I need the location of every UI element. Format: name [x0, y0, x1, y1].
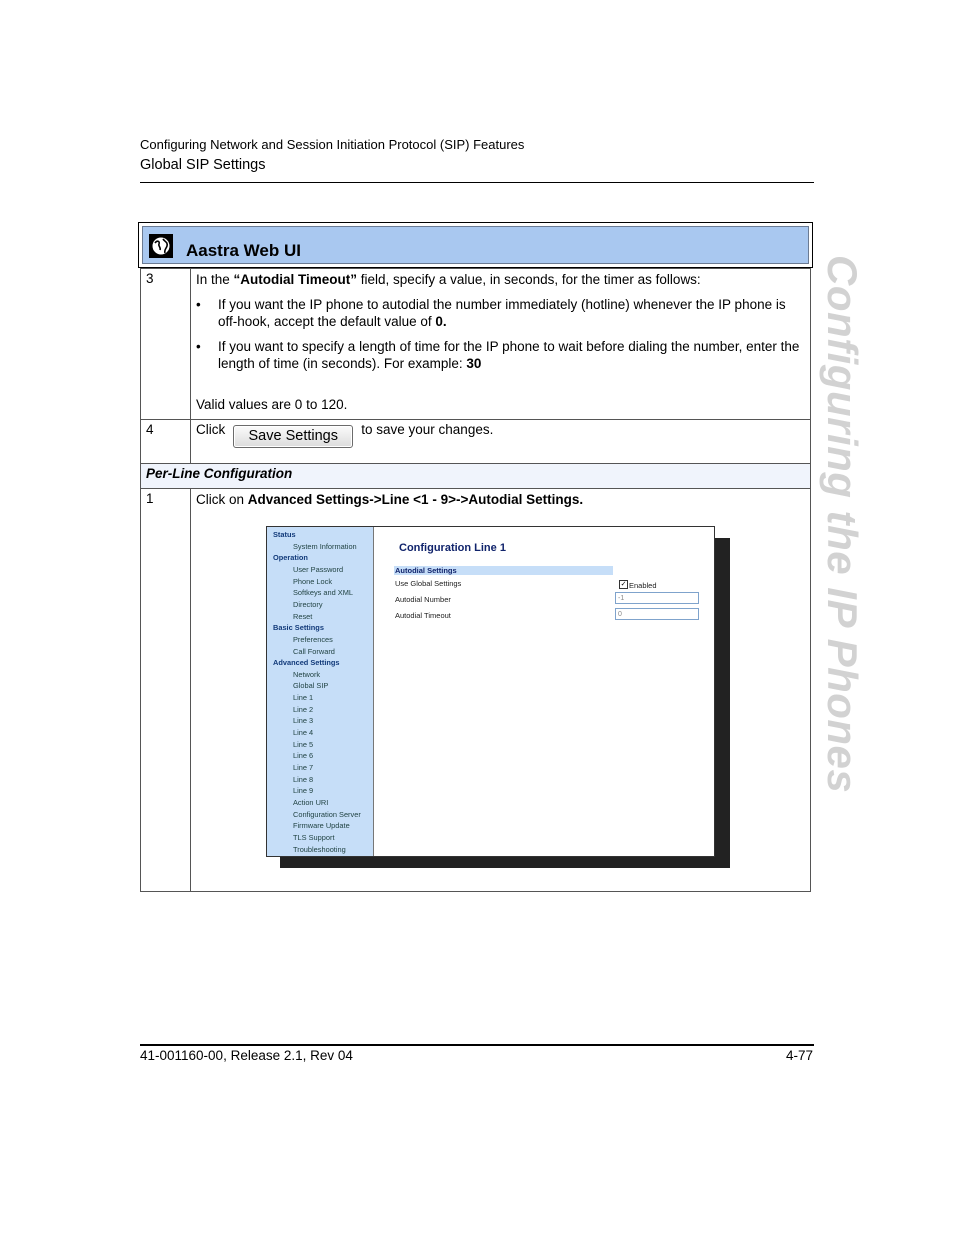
bullet-text: If you want to specify a length of time for the IP phone to wait before dialing the number, enter the length of time (in seconds). For example: [218, 339, 800, 371]
save-text: to save your changes. [361, 422, 494, 437]
globe-icon [149, 234, 173, 258]
valid-values-note: Valid values are 0 to 120. [196, 397, 348, 412]
nav-link[interactable]: Line 3 [293, 716, 314, 726]
bullet-value: 30 [466, 356, 482, 371]
table-row [141, 464, 811, 489]
running-header-section: Global SIP Settings [140, 157, 266, 173]
use-global-label: Use Global Settings [395, 579, 462, 588]
autodial-number-input[interactable]: -1 [615, 592, 699, 604]
footer-page-number: 4-77 [786, 1048, 814, 1063]
nav-link[interactable]: Line 2 [293, 704, 314, 714]
autodial-section-label: Autodial Settings [395, 566, 457, 575]
nav-link[interactable]: System Information [293, 541, 357, 551]
nav-link[interactable]: Softkeys and XML [293, 588, 353, 598]
nav-link[interactable]: Call Forward [293, 646, 335, 656]
web-ui-nav [267, 527, 374, 856]
step-content [191, 489, 811, 892]
menu-path: Advanced Settings->Line <1 - 9>->Autodial Settings. [247, 492, 584, 507]
nav-section-heading[interactable]: Operation [273, 553, 308, 563]
nav-link[interactable]: Reset [293, 611, 313, 621]
nav-link[interactable]: Troubleshooting [293, 844, 346, 854]
side-tab-label: Configuring the IP Phones [819, 255, 866, 794]
enabled-label: Enabled [629, 581, 657, 590]
config-title: Configuration Line 1 [399, 542, 506, 554]
procedure-table [140, 268, 811, 892]
nav-section-heading[interactable]: Advanced Settings [273, 658, 340, 668]
save-settings-button[interactable]: Save Settings [233, 425, 353, 448]
bullet-value: 0. [435, 314, 447, 329]
header-rule [140, 182, 814, 183]
autodial-timeout-input[interactable]: 0 [615, 608, 699, 620]
footer-doc-number: 41-001160-00, Release 2.1, Rev 04 [140, 1048, 353, 1063]
use-global-checkbox[interactable]: ✓ [620, 581, 627, 588]
field-name: “Autodial Timeout” [233, 272, 358, 287]
running-header-chapter: Configuring Network and Session Initiation Protocol (SIP) Features [140, 137, 525, 152]
nav-link[interactable]: Action URI [293, 797, 329, 807]
nav-link[interactable]: Firmware Update [293, 821, 350, 831]
autodial-number-label: Autodial Number [395, 595, 451, 604]
step-content [191, 420, 811, 464]
step-intro-pre: In the [196, 272, 234, 287]
per-line-instruction [196, 491, 805, 508]
nav-link[interactable]: Line 1 [293, 693, 314, 703]
step-intro [196, 271, 805, 288]
bullet-item: • If you want the IP phone to autodial the number immediately (hotline) whenever the IP phone is off-hook, accept the default value of 0. [196, 297, 786, 329]
web-ui-window [266, 526, 715, 857]
nav-link[interactable]: Line 7 [293, 763, 314, 772]
section-heading: Per-Line Configuration [141, 464, 811, 489]
nav-link[interactable]: Network [293, 669, 321, 679]
table-row [141, 420, 811, 464]
step-number: 4 [141, 420, 191, 464]
nav-link[interactable]: Preferences [293, 634, 333, 644]
footer-rule [140, 1044, 814, 1046]
aastra-web-ui-banner-box [138, 222, 813, 268]
nav-link[interactable]: Line 4 [293, 728, 314, 738]
nav-section-heading[interactable]: Status [273, 530, 296, 539]
nav-link[interactable]: Line 9 [293, 786, 314, 796]
nav-link[interactable]: Global SIP [293, 681, 329, 691]
nav-link[interactable]: Line 5 [293, 739, 314, 749]
per-line-pre: Click on [196, 492, 248, 507]
step-number: 3 [141, 269, 191, 420]
step-intro-post: field, specify a value, in seconds, for the timer as follows: [357, 272, 701, 287]
step-number: 1 [141, 489, 191, 892]
nav-link[interactable]: Configuration Server [293, 809, 361, 819]
nav-link[interactable]: Phone Lock [293, 576, 333, 586]
side-tab [819, 255, 866, 794]
step-content [191, 269, 811, 420]
table-row [141, 269, 811, 420]
nav-link[interactable]: Line 6 [293, 751, 314, 761]
click-text: Click [196, 422, 226, 437]
web-ui-screenshot [266, 526, 731, 871]
nav-link[interactable]: Directory [293, 599, 323, 609]
banner-title: Aastra Web UI [186, 241, 301, 260]
aastra-web-ui-banner [142, 226, 809, 264]
table-row [141, 489, 811, 892]
bullet-item: • If you want to specify a length of time for the IP phone to wait before dialing the number, enter the length of time (in seconds). For example: 30 [196, 339, 800, 371]
nav-link[interactable]: User Password [293, 564, 344, 574]
nav-link[interactable]: TLS Support [293, 832, 335, 842]
nav-link[interactable]: Line 8 [293, 774, 314, 784]
autodial-timeout-label: Autodial Timeout [395, 611, 451, 620]
bullet-text: If you want the IP phone to autodial the number immediately (hotline) whenever the IP phone is off-hook, accept the default value of [218, 297, 786, 329]
nav-section-heading[interactable]: Basic Settings [273, 623, 324, 633]
